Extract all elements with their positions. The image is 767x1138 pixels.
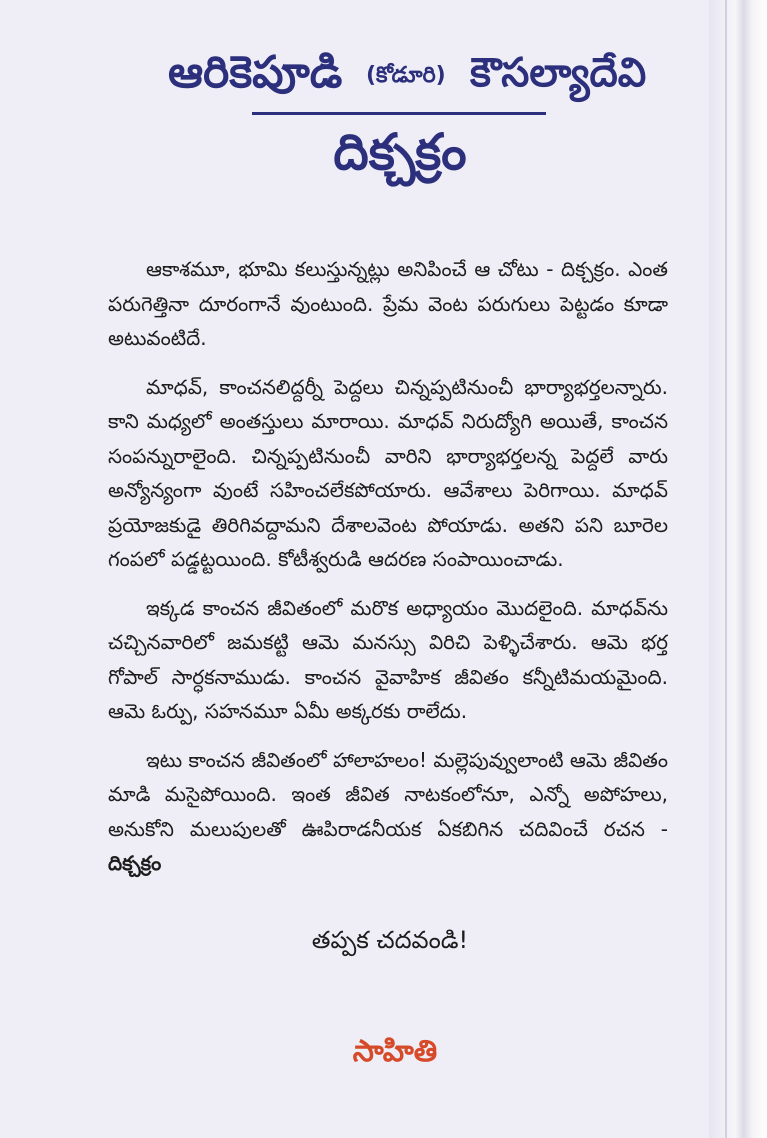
author-surname: ఆరికెపూడి (168, 47, 343, 98)
blurb-paragraph-4 (108, 743, 668, 881)
blurb-paragraph-3 (108, 591, 668, 729)
title-underline (252, 112, 546, 115)
blurb-paragraph-4-text: ఇటు కాంచన జీవితంలో హాలాహలం! మల్లెపువ్వులాంటి ఆమె జీవితం మాడి మసైపోయింది. ఇంత జీవిత నాటకంలోనూ, ఎన్నో అపోహలు, అనుకోని మలుపులతో ఊపిరాడనీయక ఏకబిగిన చదివించే రచన - (108, 747, 668, 841)
blurb-title-emphasis: దిక్చక్రం (108, 851, 162, 875)
spine-fold-line (725, 0, 727, 1138)
blurb-paragraph-3-text: ఇక్కడ కాంచన జీవితంలో మరొక అధ్యాయం మొదలైంది. మాధవ్‌ను చచ్చినవారిలో జమకట్టి ఆమె మనస్సు విరిచి పెళ్ళిచేశారు. ఆమె భర్త గోపాల్ సార్ధకనాముడు. కాంచన వైవాహిక జీవితం కన్నీటిమయమైంది. ఆమె ఓర్పు, సహనమూ ఏమీ అక్కరకు రాలేదు. (108, 595, 668, 723)
author-given-name: కౌసల్యాదేవి (470, 50, 647, 96)
publisher-logo (340, 1024, 450, 1080)
book-title: దిక్చక్రం (333, 123, 467, 181)
blurb-paragraph-2 (108, 370, 668, 577)
closing-line: తప్పక చదవండి! (311, 926, 469, 954)
page-edge-shadow (709, 0, 767, 1138)
author-name (168, 44, 647, 114)
author-maiden-name: (కోడూరి) (366, 63, 446, 88)
blurb-paragraph-1 (108, 252, 668, 356)
blurb-paragraph-2-text: మాధవ్, కాంచనలిద్దర్నీ పెద్దలు చిన్నప్పటినుంచీ భార్యాభర్తలన్నారు. కాని మధ్యలో అంతస్తులు మారాయి. మాధవ్ నిరుద్యోగి అయితే, కాంచన సంపన్నురాలైంది. చిన్నప్పటినుంచీ వారిని భార్యాభర్తలన్న పెద్దలే వారు అన్యోన్యంగా వుంటే సహించలేకపోయారు. ఆవేశాలు పెరిగాయి. మాధవ్ ప్రయోజకుడై తిరిగివద్దామని దేశాలవెంట పోయాడు. అతని పని బూరెల గంపలో పడ్డట్టయింది. కోటీశ్వరుడి ఆదరణ సంపాయించాడు. (108, 374, 668, 571)
blurb-paragraph-1-text: ఆకాశమూ, భూమి కలుస్తున్నట్లు అనిపించే ఆ చోటు - దిక్చక్రం. ఎంత పరుగెత్తినా దూరంగానే వుంటుంది. ప్రేమ వెంట పరుగులు పెట్టడం కూడా అటువంటిదే. (108, 257, 668, 350)
blurb (108, 252, 668, 895)
publisher-name: సాహితి (352, 1034, 438, 1069)
